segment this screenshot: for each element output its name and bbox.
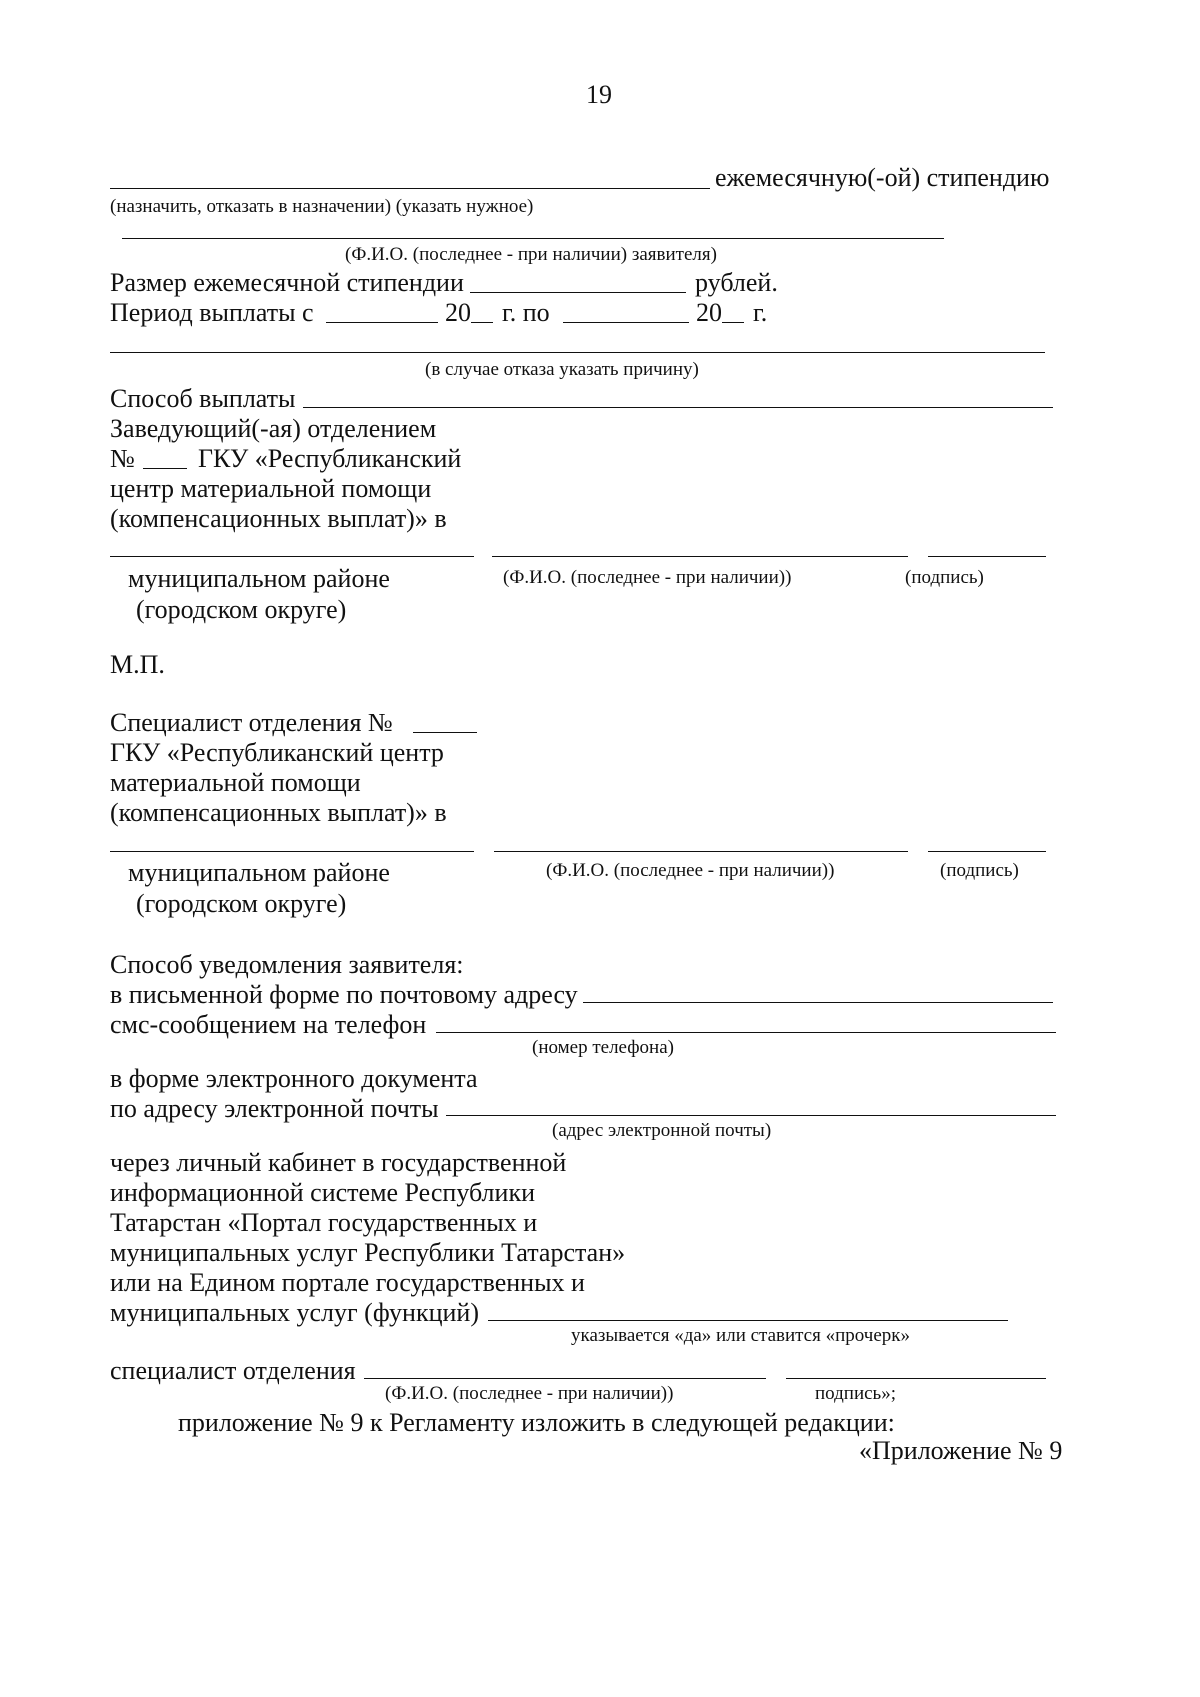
specialist-line-4: (компенсационных выплат)» в (110, 798, 447, 827)
head-line-4: центр материальной помощи (110, 474, 432, 503)
email-caption: (адрес электронной почты) (552, 1120, 772, 1141)
annex-text: приложение № 9 к Регламенту изложить в следующей редакции: (178, 1408, 895, 1437)
amount-unit: рублей. (695, 268, 778, 297)
portal-line-1: через личный кабинет в государственной (110, 1148, 567, 1177)
head-line-5: (компенсационных выплат)» в (110, 504, 447, 533)
email-line (446, 1115, 1056, 1116)
head-line-3: ГКУ «Республиканский (198, 444, 462, 473)
final-fio-line (364, 1378, 766, 1379)
final-sign-label: специалист отделения (110, 1356, 356, 1385)
specialist-number-line (413, 732, 477, 733)
period-year-from-line (471, 322, 493, 323)
head-number-sign: № (110, 444, 135, 473)
period-middle: г. по (502, 298, 550, 327)
portal-line-3: Татарстан «Портал государственных и (110, 1208, 538, 1237)
annex-title: «Приложение № 9 (859, 1436, 1063, 1465)
postal-address-line (583, 1002, 1053, 1003)
payment-method-line (303, 407, 1053, 408)
refusal-line (110, 352, 1045, 353)
notification-postal: в письменной форме по почтовому адресу (110, 980, 578, 1009)
page-number: 19 (586, 80, 612, 109)
head-sign-line (928, 556, 1046, 557)
head-number-line (143, 468, 187, 469)
notification-title: Способ уведомления заявителя: (110, 950, 464, 979)
phone-caption: (номер телефона) (532, 1037, 674, 1058)
period-to-line (563, 322, 689, 323)
head-line-1: Заведующий(-ая) отделением (110, 414, 437, 443)
period-year-to: 20 (696, 298, 722, 327)
specialist-line-3: материальной помощи (110, 768, 361, 797)
amount-label: Размер ежемесячной стипендии (110, 268, 464, 297)
amount-line (470, 292, 686, 293)
specialist-fio-caption: (Ф.И.О. (последнее - при наличии)) (546, 860, 835, 881)
head-sign-caption: (подпись) (905, 567, 984, 588)
decision-hint: (назначить, отказать в назначении) (указать нужное) (110, 196, 534, 217)
head-district-1: муниципальном районе (128, 564, 390, 593)
applicant-caption: (Ф.И.О. (последнее - при наличии) заявителя) (345, 244, 717, 265)
portal-line-2: информационной системе Республики (110, 1178, 535, 1207)
phone-line (436, 1032, 1056, 1033)
period-year-to-line (722, 322, 744, 323)
applicant-line (122, 238, 944, 239)
refusal-caption: (в случае отказа указать причину) (425, 359, 699, 380)
specialist-sign-line (928, 851, 1046, 852)
head-fio-caption: (Ф.И.О. (последнее - при наличии)) (503, 567, 792, 588)
head-district-line (110, 556, 474, 557)
head-district-2: (городском округе) (136, 595, 347, 624)
portal-line-6: муниципальных услуг (функций) (110, 1298, 479, 1327)
specialist-sign-caption: (подпись) (940, 860, 1019, 881)
notification-edoc-2: по адресу электронной почты (110, 1094, 439, 1123)
final-fio-caption: (Ф.И.О. (последнее - при наличии)) (385, 1383, 674, 1404)
specialist-district-line (110, 851, 474, 852)
specialist-district-1: муниципальном районе (128, 858, 390, 887)
portal-line-5: или на Едином портале государственных и (110, 1268, 585, 1297)
portal-line-4: муниципальных услуг Республики Татарстан» (110, 1238, 626, 1267)
notification-edoc-1: в форме электронного документа (110, 1064, 478, 1093)
notification-sms: смс-сообщением на телефон (110, 1010, 427, 1039)
final-sign-caption: подпись»; (815, 1383, 897, 1404)
payment-method-label: Способ выплаты (110, 384, 296, 413)
specialist-fio-line (494, 851, 908, 852)
head-fio-line (492, 556, 908, 557)
period-from-line (326, 322, 438, 323)
specialist-line-1: Специалист отделения № (110, 708, 393, 737)
portal-line (488, 1320, 1008, 1321)
specialist-district-2: (городском округе) (136, 889, 347, 918)
period-end: г. (753, 298, 768, 327)
specialist-line-2: ГКУ «Республиканский центр (110, 738, 444, 767)
period-year-from: 20 (445, 298, 471, 327)
seal-mark: М.П. (110, 650, 165, 679)
period-label: Период выплаты с (110, 298, 314, 327)
decision-line (110, 188, 710, 189)
decision-suffix: ежемесячную(-ой) стипендию (715, 163, 1050, 192)
portal-caption: указывается «да» или ставится «прочерк» (571, 1325, 911, 1346)
final-sign-line (786, 1378, 1046, 1379)
